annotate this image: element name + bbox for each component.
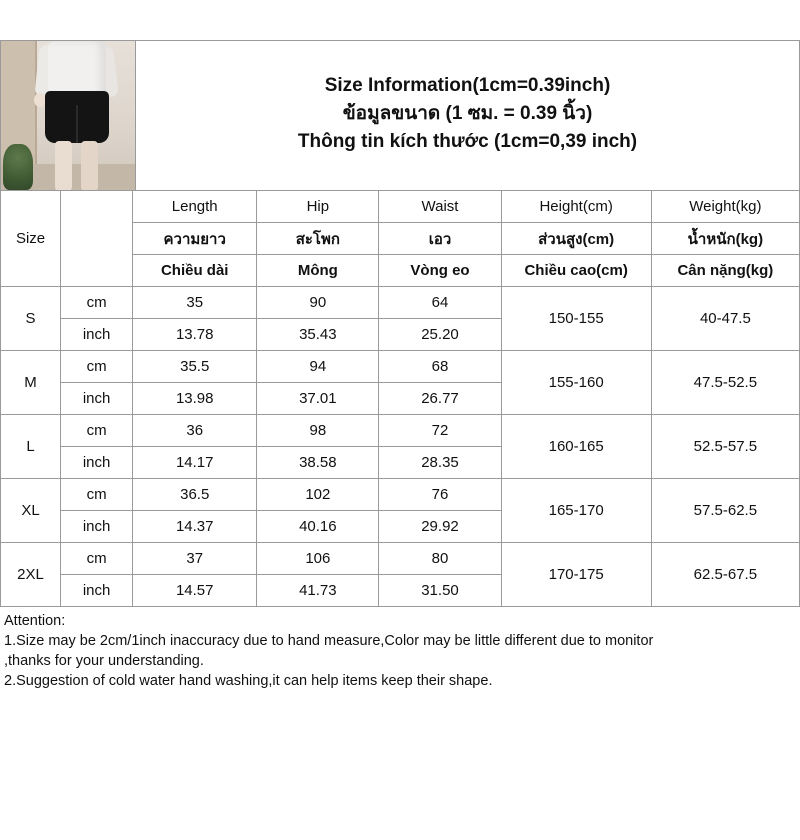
cell-height: 160-165 <box>501 415 651 479</box>
col-header-height-vi: Chiều cao(cm) <box>501 255 651 287</box>
cell-hip-inch: 35.43 <box>257 319 379 351</box>
cell-length-cm: 37 <box>133 543 257 575</box>
cell-hip-cm: 98 <box>257 415 379 447</box>
row-size-label: L <box>1 415 61 479</box>
cell-hip-cm: 102 <box>257 479 379 511</box>
table-row <box>1 479 800 511</box>
attention-line-1: 1.Size may be 2cm/1inch inaccuracy due to hand measure,Color may be little different due to monitor <box>4 633 654 649</box>
col-header-hip-en: Hip <box>257 191 379 223</box>
col-header-hip-th: สะโพก <box>257 223 379 255</box>
title-line-vi: Thông tin kích thước (1cm=0,39 inch) <box>297 130 638 152</box>
col-header-weight-vi: Cân nặng(kg) <box>651 255 799 287</box>
size-chart-sheet <box>0 40 800 840</box>
title-block <box>136 41 799 190</box>
col-header-waist-th: เอว <box>379 223 501 255</box>
cell-hip-inch: 37.01 <box>257 383 379 415</box>
model-shorts <box>45 91 109 143</box>
col-header-length-vi: Chiều dài <box>133 255 257 287</box>
size-header-cell: Size <box>1 191 61 287</box>
table-row <box>1 287 800 319</box>
table-row <box>1 543 800 575</box>
cell-length-cm: 36 <box>133 415 257 447</box>
attention-line-2: ,thanks for your understanding. <box>4 653 204 669</box>
col-header-weight-en: Weight(kg) <box>651 191 799 223</box>
row-unit-inch: inch <box>61 447 133 479</box>
cell-length-inch: 13.78 <box>133 319 257 351</box>
cell-weight: 57.5-62.5 <box>651 479 799 543</box>
cell-waist-cm: 68 <box>379 351 501 383</box>
cell-length-inch: 14.17 <box>133 447 257 479</box>
table-header-row-en <box>1 191 800 223</box>
row-unit-cm: cm <box>61 287 133 319</box>
col-header-height-en: Height(cm) <box>501 191 651 223</box>
row-unit-inch: inch <box>61 383 133 415</box>
row-size-label: S <box>1 287 61 351</box>
size-table <box>0 190 800 607</box>
cell-waist-cm: 72 <box>379 415 501 447</box>
row-unit-cm: cm <box>61 479 133 511</box>
row-unit-cm: cm <box>61 543 133 575</box>
cell-hip-inch: 38.58 <box>257 447 379 479</box>
cell-hip-cm: 94 <box>257 351 379 383</box>
cell-height: 150-155 <box>501 287 651 351</box>
cell-height: 165-170 <box>501 479 651 543</box>
model-top <box>48 41 106 97</box>
cell-weight: 47.5-52.5 <box>651 351 799 415</box>
cell-waist-cm: 64 <box>379 287 501 319</box>
table-row <box>1 351 800 383</box>
cell-weight: 52.5-57.5 <box>651 415 799 479</box>
model-right-leg <box>81 141 98 190</box>
attention-line-3: 2.Suggestion of cold water hand washing,it can help items keep their shape. <box>4 673 493 689</box>
cell-weight: 40-47.5 <box>651 287 799 351</box>
row-unit-inch: inch <box>61 575 133 607</box>
cell-length-inch: 14.37 <box>133 511 257 543</box>
cell-waist-inch: 29.92 <box>379 511 501 543</box>
table-row <box>1 415 800 447</box>
title-line-en: Size Information(1cm=0.39inch) <box>324 74 611 96</box>
photo-plant <box>3 144 33 190</box>
row-size-label: M <box>1 351 61 415</box>
cell-waist-inch: 26.77 <box>379 383 501 415</box>
cell-waist-inch: 25.20 <box>379 319 501 351</box>
cell-length-inch: 13.98 <box>133 383 257 415</box>
product-photo <box>1 41 136 190</box>
attention-heading: Attention: <box>4 613 66 629</box>
unit-header-cell <box>61 191 133 287</box>
cell-waist-cm: 76 <box>379 479 501 511</box>
cell-length-inch: 14.57 <box>133 575 257 607</box>
attention-block <box>0 607 800 691</box>
row-size-label: XL <box>1 479 61 543</box>
cell-weight: 62.5-67.5 <box>651 543 799 607</box>
col-header-waist-en: Waist <box>379 191 501 223</box>
cell-length-cm: 36.5 <box>133 479 257 511</box>
row-unit-cm: cm <box>61 351 133 383</box>
col-header-weight-th: น้ำหนัก(kg) <box>651 223 799 255</box>
col-header-height-th: ส่วนสูง(cm) <box>501 223 651 255</box>
row-unit-inch: inch <box>61 319 133 351</box>
row-unit-cm: cm <box>61 415 133 447</box>
title-line-th: ข้อมูลขนาด (1 ซม. = 0.39 นิ้ว) <box>342 102 593 124</box>
cell-waist-inch: 31.50 <box>379 575 501 607</box>
col-header-waist-vi: Vòng eo <box>379 255 501 287</box>
col-header-length-en: Length <box>133 191 257 223</box>
cell-hip-inch: 40.16 <box>257 511 379 543</box>
cell-length-cm: 35.5 <box>133 351 257 383</box>
cell-height: 170-175 <box>501 543 651 607</box>
cell-waist-cm: 80 <box>379 543 501 575</box>
cell-waist-inch: 28.35 <box>379 447 501 479</box>
cell-height: 155-160 <box>501 351 651 415</box>
cell-hip-inch: 41.73 <box>257 575 379 607</box>
cell-hip-cm: 90 <box>257 287 379 319</box>
row-size-label: 2XL <box>1 543 61 607</box>
row-unit-inch: inch <box>61 511 133 543</box>
cell-hip-cm: 106 <box>257 543 379 575</box>
header-band <box>0 40 800 190</box>
cell-length-cm: 35 <box>133 287 257 319</box>
model-left-leg <box>55 141 72 190</box>
col-header-length-th: ความยาว <box>133 223 257 255</box>
col-header-hip-vi: Mông <box>257 255 379 287</box>
